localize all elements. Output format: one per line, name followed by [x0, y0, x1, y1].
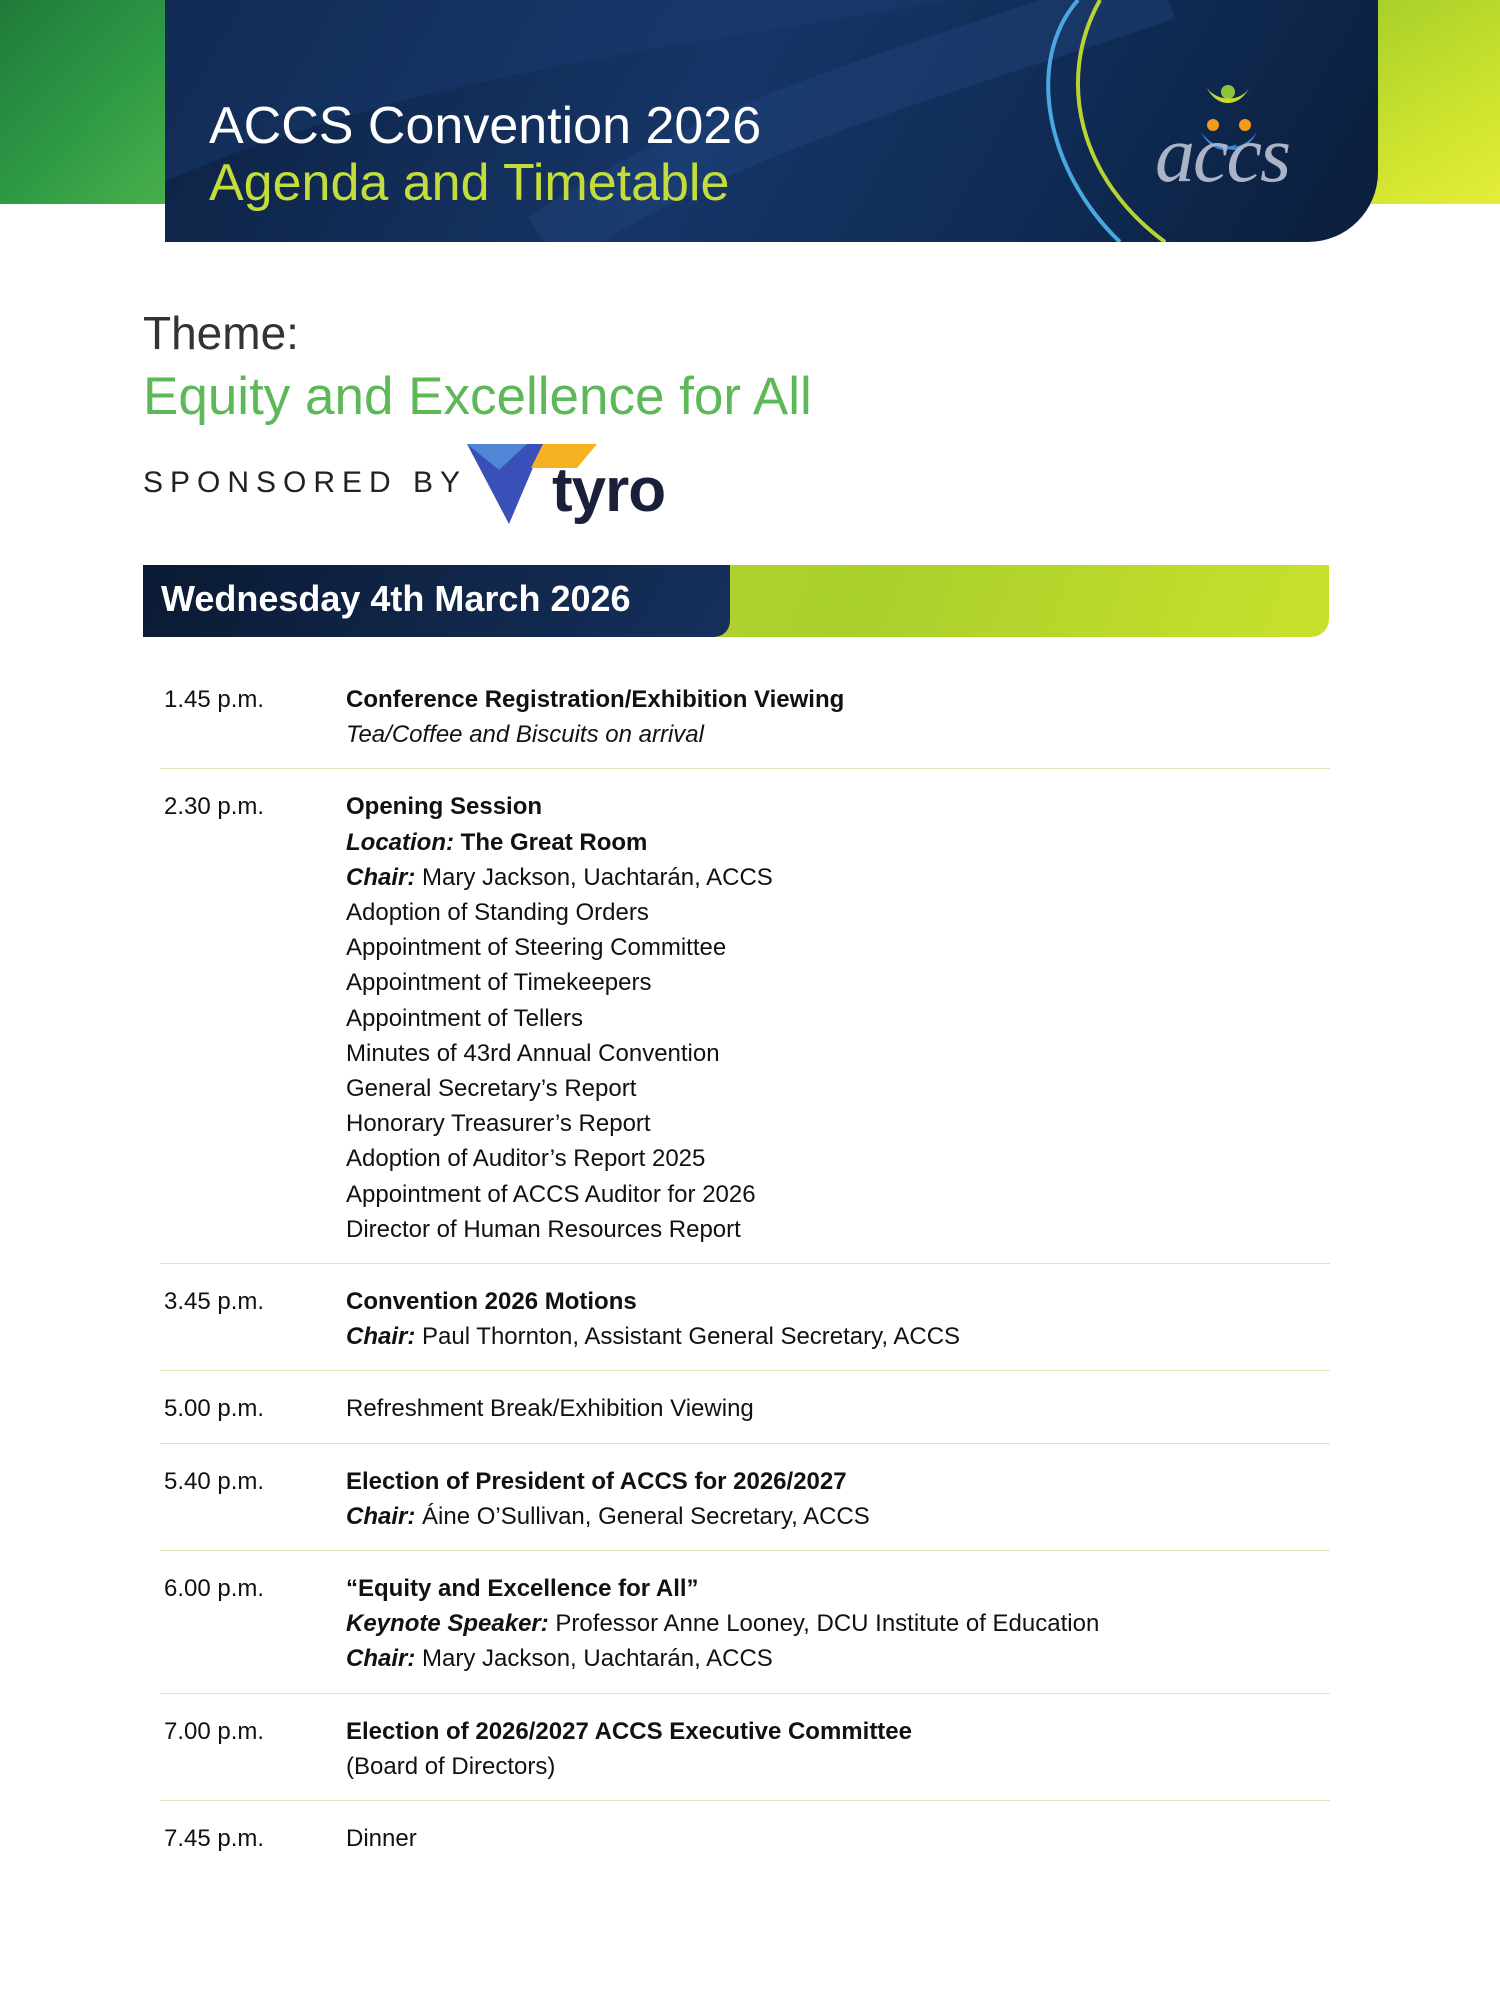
theme-label: Theme:	[143, 307, 299, 359]
header-banner	[165, 0, 1378, 242]
agenda-time: 5.40 p.m.	[164, 1467, 265, 1495]
agenda-chair	[346, 1319, 1330, 1354]
agenda-row	[160, 1284, 1330, 1371]
agenda-title: Opening Session	[346, 793, 543, 821]
chair-label: Chair:	[346, 1502, 416, 1530]
speaker-label: Keynote Speaker:	[346, 1610, 549, 1638]
tyro-logo-wordmark: tyro	[552, 456, 666, 525]
chair-value: Áine O’Sullivan, General Secretary, ACCS	[422, 1502, 870, 1530]
agenda-item: Adoption of Standing Orders	[346, 899, 649, 927]
agenda-chair	[346, 860, 1330, 895]
chair-label: Chair:	[346, 863, 416, 891]
agenda-time: 3.45 p.m.	[164, 1288, 265, 1316]
agenda-row	[160, 1464, 1330, 1551]
chair-label: Chair:	[346, 1323, 416, 1351]
agenda-time: 5.00 p.m.	[164, 1395, 265, 1423]
agenda-item: Honorary Treasurer’s Report	[346, 1110, 651, 1138]
agenda-row	[160, 1391, 1330, 1443]
agenda-content	[346, 1571, 1330, 1677]
agenda-content	[346, 1714, 1330, 1784]
location-label: Location:	[346, 828, 454, 856]
chair-value: Mary Jackson, Uachtarán, ACCS	[422, 863, 773, 891]
agenda-text: Refreshment Break/Exhibition Viewing	[346, 1395, 754, 1423]
agenda-note: (Board of Directors)	[346, 1752, 556, 1780]
corner-decoration-left	[0, 0, 170, 204]
banner-subtitle: Agenda and Timetable	[209, 154, 730, 212]
agenda-time: 2.30 p.m.	[164, 793, 265, 821]
agenda-time: 7.00 p.m.	[164, 1717, 265, 1745]
agenda-content	[346, 789, 1330, 1247]
agenda-speaker	[346, 1606, 1330, 1641]
agenda-row	[160, 1821, 1330, 1872]
agenda-location	[346, 825, 1330, 860]
agenda-content	[346, 682, 1330, 752]
agenda-time: 7.45 p.m.	[164, 1825, 265, 1853]
agenda-item: Adoption of Auditor’s Report 2025	[346, 1145, 706, 1173]
agenda-note: Tea/Coffee and Biscuits on arrival	[346, 721, 704, 749]
agenda-item: Appointment of ACCS Auditor for 2026	[346, 1180, 756, 1208]
agenda-chair	[346, 1641, 1330, 1676]
agenda-time: 1.45 p.m.	[164, 686, 265, 713]
agenda-title: Election of 2026/2027 ACCS Executive Committee	[346, 1717, 912, 1745]
day-header-bar	[143, 565, 1329, 637]
agenda-title: Election of President of ACCS for 2026/2027	[346, 1467, 847, 1495]
agenda-content	[346, 1464, 1330, 1534]
agenda-title: Convention 2026 Motions	[346, 1288, 637, 1316]
agenda-content	[346, 1821, 1330, 1856]
speaker-value: Professor Anne Looney, DCU Institute of Education	[555, 1610, 1100, 1638]
agenda-title: “Equity and Excellence for All”	[346, 1575, 699, 1603]
agenda-item: Director of Human Resources Report	[346, 1215, 741, 1243]
agenda-list	[160, 682, 1330, 1892]
location-value: The Great Room	[460, 828, 648, 856]
corner-decoration-right	[1360, 0, 1500, 204]
agenda-row	[160, 682, 1330, 769]
agenda-row	[160, 789, 1330, 1264]
chair-value: Mary Jackson, Uachtarán, ACCS	[422, 1645, 773, 1673]
banner-title: ACCS Convention 2026	[209, 97, 762, 155]
agenda-item: General Secretary’s Report	[346, 1075, 637, 1103]
agenda-item: Minutes of 43rd Annual Convention	[346, 1039, 720, 1067]
chair-label: Chair:	[346, 1645, 416, 1673]
agenda-chair	[346, 1499, 1330, 1534]
agenda-content	[346, 1391, 1330, 1426]
agenda-item: Appointment of Timekeepers	[346, 969, 652, 997]
sponsor-label: SPONSORED BY	[143, 466, 468, 499]
accs-logo-wordmark: accs	[1155, 111, 1290, 199]
agenda-text: Dinner	[346, 1825, 417, 1853]
agenda-row	[160, 1571, 1330, 1694]
theme-value: Equity and Excellence for All	[143, 367, 812, 426]
agenda-row	[160, 1714, 1330, 1801]
day-header-label: Wednesday 4th March 2026	[161, 578, 631, 619]
agenda-item: Appointment of Tellers	[346, 1004, 584, 1032]
agenda-time: 6.00 p.m.	[164, 1575, 265, 1603]
chair-value: Paul Thornton, Assistant General Secretary, ACCS	[422, 1323, 961, 1351]
agenda-item: Appointment of Steering Committee	[346, 934, 727, 962]
agenda-content	[346, 1284, 1330, 1354]
agenda-title: Conference Registration/Exhibition Viewing	[346, 686, 845, 713]
